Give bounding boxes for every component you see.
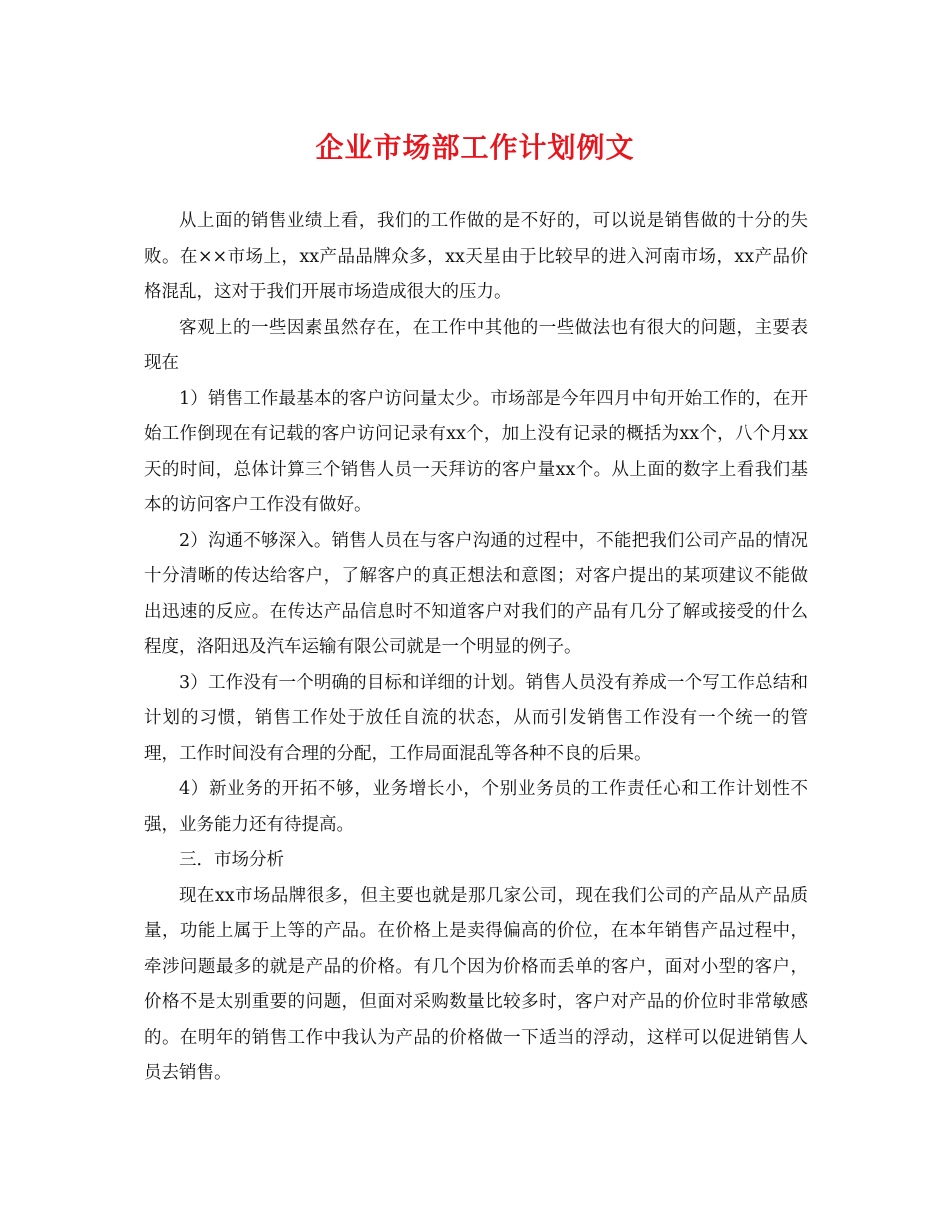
paragraph-problem-3: 3）工作没有一个明确的目标和详细的计划。销售人员没有养成一个写工作总结和计划的习惯，销售工作处于放任自流的状态，从而引发销售工作没有一个统一的管理，工作时间没有合理的分配，工作局面混乱等各种不良的后果。	[144, 672, 808, 764]
paragraph-problem-2: 2）沟通不够深入。销售人员在与客户沟通的过程中，不能把我们公司产品的情况十分清晰的传达给客户，了解客户的真正想法和意图；对客户提出的某项建议不能做出迅速的反应。在传达产品信息时不知道客户对我们的产品有几分了解或接受的什么程度，洛阳迅及汽车运输有限公司就是一个明显的例子。	[144, 530, 808, 657]
paragraph-problem-4: 4）新业务的开拓不够，业务增长小，个别业务员的工作责任心和工作计划性不强，业务能力还有待提高。	[144, 779, 808, 835]
paragraph-sales-performance: 从上面的销售业绩上看，我们的工作做的是不好的，可以说是销售做的十分的失败。在××市场上，xx产品品牌众多，xx天星由于比较早的进入河南市场，xx产品价格混乱，这对于我们开展市场造成很大的压力。	[144, 211, 808, 302]
document-body	[144, 204, 808, 1092]
paragraph-market-analysis: 现在xx市场品牌很多，但主要也就是那几家公司，现在我们公司的产品从产品质量，功能上属于上等的产品。在价格上是卖得偏高的价位，在本年销售产品过程中，牵涉问题最多的就是产品的价格。有几个因为价格而丢单的客户，面对小型的客户，价格不是太别重要的问题，但面对采购数量比较多时，客户对产品的价位时非常敏感的。在明年的销售工作中我认为产品的价格做一下适当的浮动，这样可以促进销售人员去销售。	[144, 885, 808, 1083]
document-title: 企业市场部工作计划例文	[315, 131, 635, 164]
paragraph-problems-intro: 客观上的一些因素虽然存在，在工作中其他的一些做法也有很大的问题，主要表现在	[144, 317, 808, 373]
section-heading-market-analysis: 三．市场分析	[179, 850, 284, 870]
paragraph-problem-1: 1）销售工作最基本的客户访问量太少。市场部是今年四月中旬开始工作的，在开始工作倒现在有记载的客户访问记录有xx个，加上没有记录的概括为xx个，八个月xx天的时间，总体计算三个销售人员一天拜访的客户量xx个。从上面的数字上看我们基本的访问客户工作没有做好。	[144, 388, 808, 515]
